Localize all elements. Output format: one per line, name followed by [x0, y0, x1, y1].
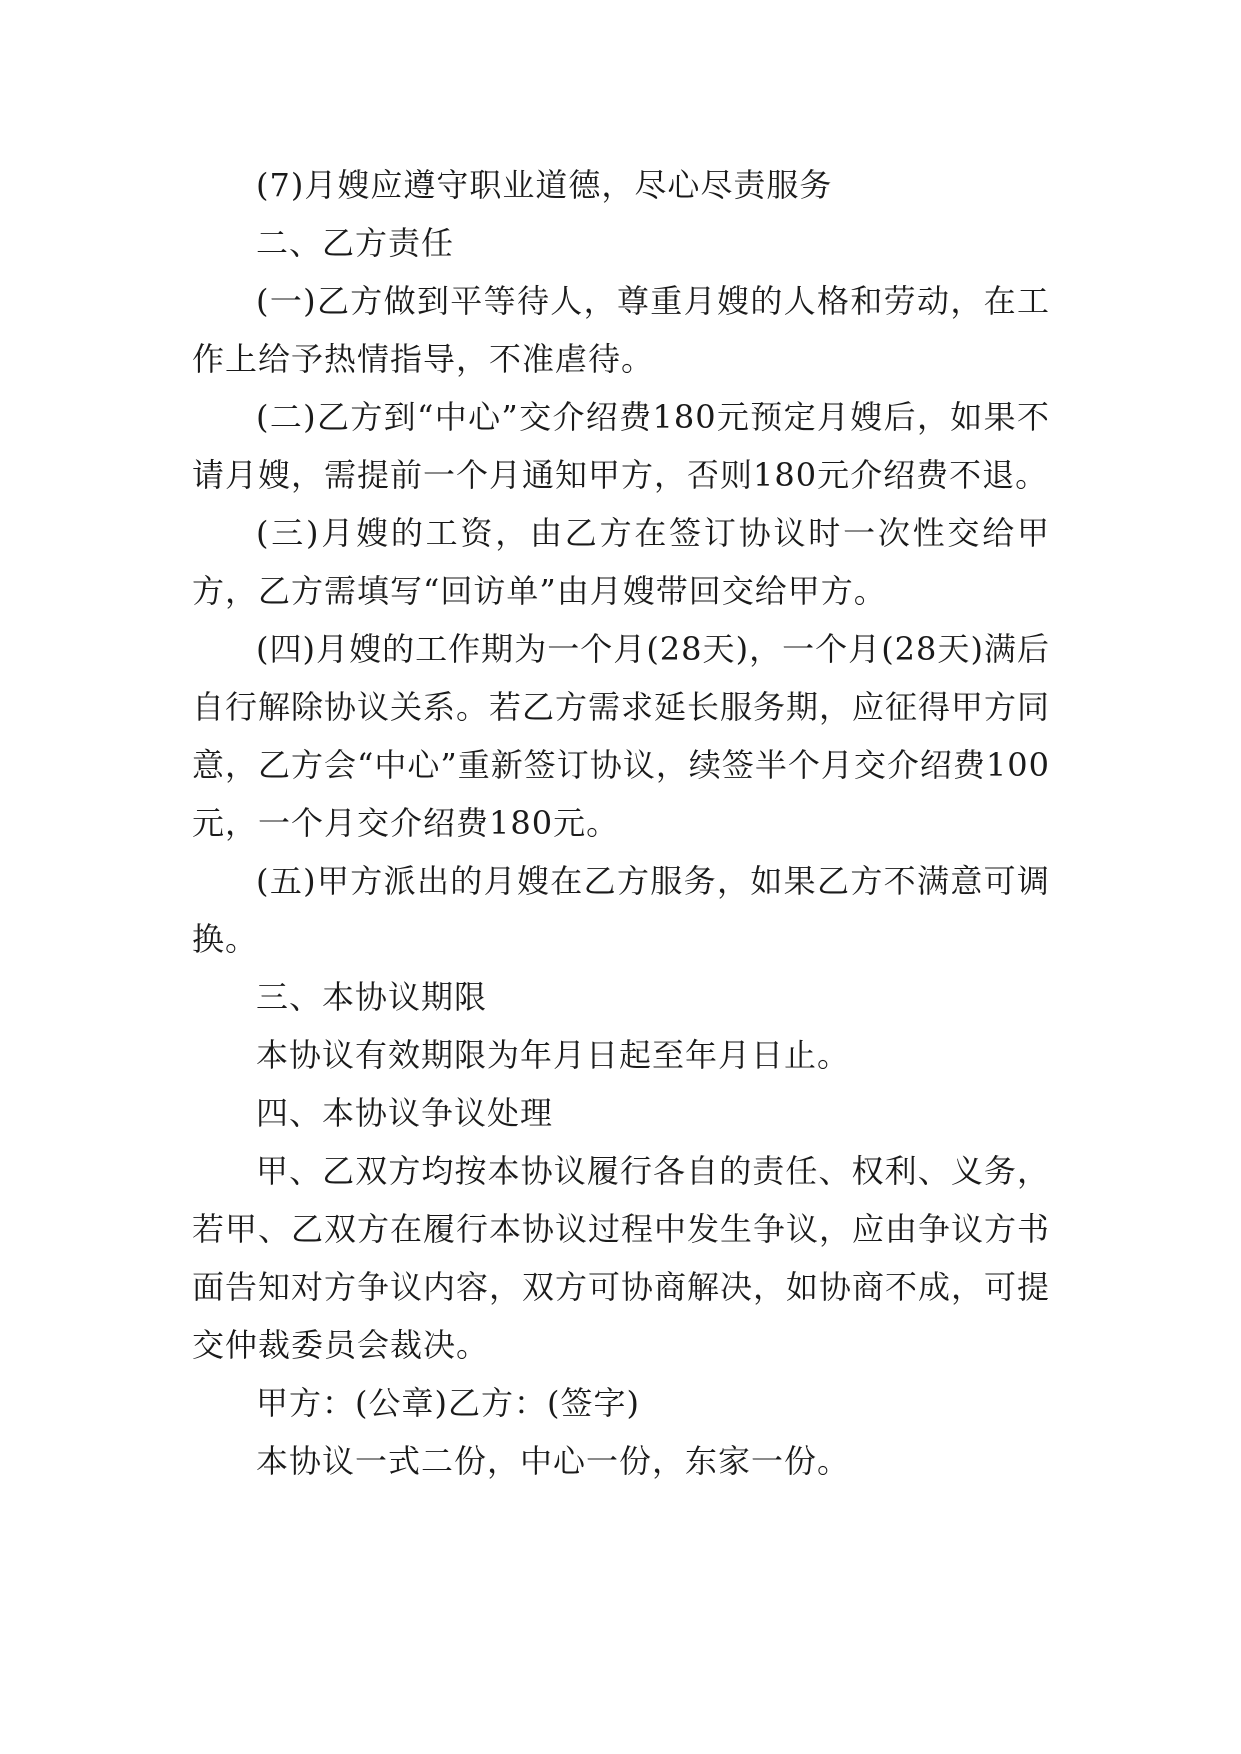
section-heading-party-b-responsibility: 二、乙方责任	[256, 224, 455, 262]
copies-note-paragraph: 本协议一式二份，中心一份，东家一份。	[256, 1442, 851, 1480]
party-b-clause-2-paragraph: (二)乙方到“中心”交介绍费180元预定月嫂后，如果不请月嫂，需提前一个月通知甲方，否则180元介绍费不退。	[192, 398, 1050, 494]
section-heading-agreement-term: 三、本协议期限	[256, 978, 488, 1016]
party-b-clause-3-paragraph: (三)月嫂的工资，由乙方在签订协议时一次性交给甲方，乙方需填写“回访单”由月嫂带回交给甲方。	[192, 514, 1050, 610]
document-body	[192, 156, 1050, 1490]
party-b-clause-1-paragraph: (一)乙方做到平等待人，尊重月嫂的人格和劳动，在工作上给予热情指导，不准虐待。	[192, 282, 1050, 378]
section-heading-dispute-resolution: 四、本协议争议处理	[256, 1094, 554, 1132]
party-b-clause-5-paragraph: (五)甲方派出的月嫂在乙方服务，如果乙方不满意可调换。	[192, 862, 1050, 958]
dispute-resolution-paragraph: 甲、乙双方均按本协议履行各自的责任、权利、义务，若甲、乙双方在履行本协议过程中发生争议，应由争议方书面告知对方争议内容，双方可协商解决，如协商不成，可提交仲裁委员会裁决。	[192, 1152, 1051, 1364]
clause-7-paragraph: (7)月嫂应遵守职业道德，尽心尽责服务	[256, 166, 833, 204]
party-b-clause-4-paragraph: (四)月嫂的工作期为一个月(28天)，一个月(28天)满后自行解除协议关系。若乙方需求延长服务期，应征得甲方同意，乙方会“中心”重新签订协议，续签半个月交介绍费100元，一个月交介绍费180元。	[192, 630, 1051, 842]
agreement-term-paragraph: 本协议有效期限为年月日起至年月日止。	[256, 1036, 851, 1074]
signature-line: 甲方：(公章)乙方：(签字)	[256, 1384, 640, 1422]
